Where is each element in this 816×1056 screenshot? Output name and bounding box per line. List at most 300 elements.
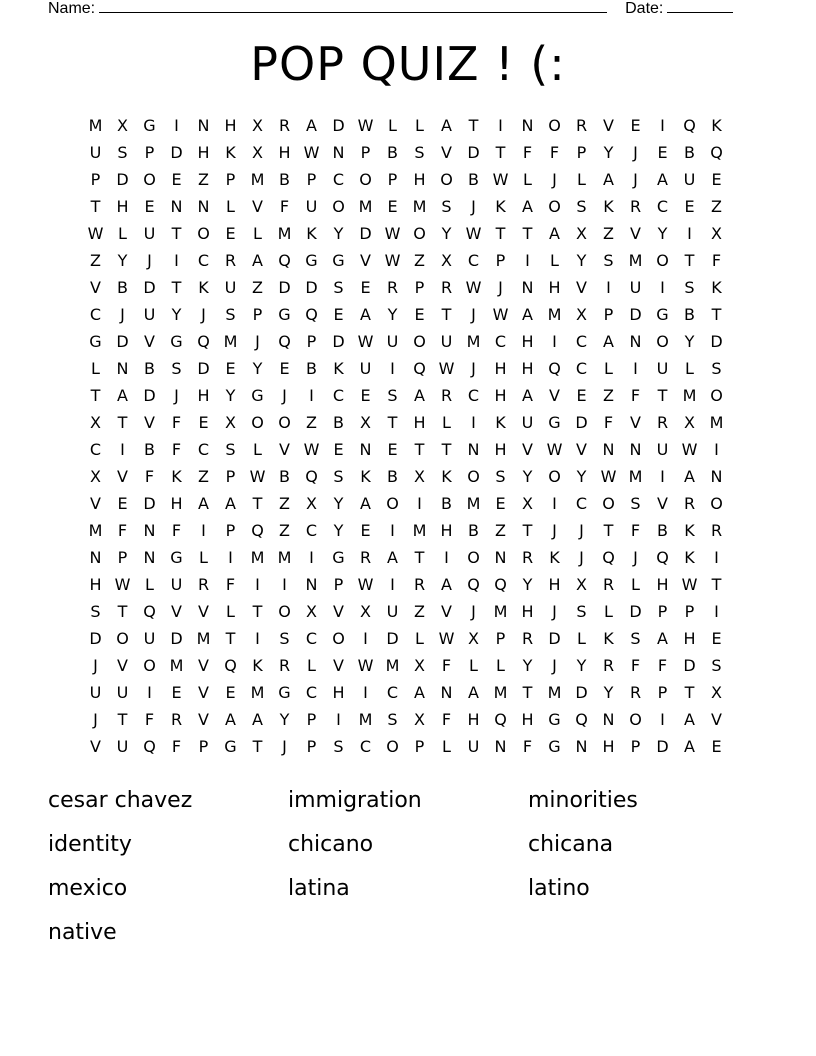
grid-letter[interactable]: S [387, 386, 398, 405]
grid-letter[interactable]: P [360, 143, 371, 162]
grid-letter[interactable]: J [552, 170, 557, 189]
grid-letter[interactable]: I [363, 629, 368, 648]
grid-letter[interactable]: T [684, 683, 695, 702]
grid-letter[interactable]: T [711, 575, 722, 594]
grid-letter[interactable]: I [390, 521, 395, 540]
grid-letter[interactable]: I [282, 575, 287, 594]
grid-letter[interactable]: B [684, 305, 695, 324]
grid-letter[interactable]: Y [603, 143, 614, 162]
grid-letter[interactable]: Q [305, 305, 318, 324]
grid-letter[interactable]: V [252, 197, 263, 216]
grid-letter[interactable]: C [494, 332, 507, 351]
grid-letter[interactable]: H [467, 710, 480, 729]
grid-letter[interactable]: I [687, 224, 692, 243]
grid-letter[interactable]: Z [252, 278, 263, 297]
grid-letter[interactable]: W [492, 170, 509, 189]
grid-letter[interactable]: X [711, 683, 722, 702]
grid-letter[interactable]: E [630, 116, 641, 135]
grid-letter[interactable]: A [252, 710, 263, 729]
grid-letter[interactable]: S [333, 467, 344, 486]
grid-letter[interactable]: M [412, 521, 427, 540]
grid-letter[interactable]: F [144, 710, 155, 729]
grid-letter[interactable]: P [657, 683, 668, 702]
grid-letter[interactable]: I [660, 467, 665, 486]
grid-letter[interactable]: F [279, 197, 290, 216]
grid-letter[interactable]: N [332, 143, 345, 162]
grid-letter[interactable]: X [414, 467, 425, 486]
grid-letter[interactable]: I [714, 602, 719, 621]
grid-letter[interactable]: O [278, 602, 291, 621]
grid-letter[interactable]: D [305, 278, 318, 297]
grid-letter[interactable]: H [656, 575, 669, 594]
grid-letter[interactable]: Q [143, 737, 156, 756]
grid-letter[interactable]: S [279, 629, 290, 648]
grid-letter[interactable]: A [522, 197, 533, 216]
grid-letter[interactable]: U [656, 359, 669, 378]
grid-letter[interactable]: W [681, 440, 698, 459]
grid-letter[interactable]: C [197, 251, 210, 270]
grid-letter[interactable]: E [225, 224, 236, 243]
grid-letter[interactable]: Z [414, 602, 425, 621]
grid-letter[interactable]: O [656, 251, 669, 270]
grid-letter[interactable]: N [494, 548, 507, 567]
grid-letter[interactable]: T [252, 494, 263, 513]
grid-letter[interactable]: V [522, 440, 533, 459]
grid-letter[interactable]: A [198, 494, 209, 513]
grid-letter[interactable]: Y [441, 224, 452, 243]
grid-letter[interactable]: T [252, 737, 263, 756]
grid-letter[interactable]: O [548, 116, 561, 135]
grid-letter[interactable]: X [360, 413, 371, 432]
grid-letter[interactable]: C [332, 170, 345, 189]
grid-letter[interactable]: S [603, 251, 614, 270]
grid-letter[interactable]: H [602, 737, 615, 756]
grid-letter[interactable]: T [522, 683, 533, 702]
grid-letter[interactable]: G [143, 116, 156, 135]
grid-letter[interactable]: S [711, 656, 722, 675]
grid-letter[interactable]: D [143, 494, 156, 513]
grid-letter[interactable]: E [279, 359, 290, 378]
grid-letter[interactable]: M [358, 710, 373, 729]
grid-letter[interactable]: K [252, 656, 263, 675]
grid-letter[interactable]: A [225, 710, 236, 729]
grid-letter[interactable]: A [252, 251, 263, 270]
grid-letter[interactable]: L [253, 440, 262, 459]
grid-letter[interactable]: X [684, 413, 695, 432]
grid-letter[interactable]: C [467, 251, 480, 270]
grid-letter[interactable]: R [575, 116, 588, 135]
grid-letter[interactable]: R [197, 575, 210, 594]
grid-letter[interactable]: L [469, 656, 478, 675]
grid-letter[interactable]: U [143, 629, 156, 648]
grid-letter[interactable]: L [226, 602, 235, 621]
grid-letter[interactable]: P [225, 170, 236, 189]
grid-letter[interactable]: V [657, 494, 668, 513]
grid-letter[interactable]: H [440, 521, 453, 540]
grid-letter[interactable]: H [494, 386, 507, 405]
grid-letter[interactable]: L [604, 602, 613, 621]
grid-letter[interactable]: W [600, 467, 617, 486]
grid-letter[interactable]: R [359, 548, 372, 567]
grid-letter[interactable]: Z [198, 170, 209, 189]
grid-letter[interactable]: B [279, 467, 290, 486]
grid-letter[interactable]: B [468, 521, 479, 540]
grid-letter[interactable]: Z [414, 251, 425, 270]
grid-letter[interactable]: T [441, 440, 452, 459]
grid-letter[interactable]: G [332, 251, 345, 270]
grid-letter[interactable]: V [144, 413, 155, 432]
grid-letter[interactable]: G [656, 305, 669, 324]
grid-letter[interactable]: L [442, 413, 451, 432]
grid-letter[interactable]: P [90, 170, 101, 189]
grid-letter[interactable]: F [171, 413, 182, 432]
grid-letter[interactable]: U [683, 170, 696, 189]
grid-letter[interactable]: H [413, 170, 426, 189]
grid-letter[interactable]: E [414, 305, 425, 324]
grid-letter[interactable]: V [441, 602, 452, 621]
name-blank-line[interactable] [99, 0, 607, 13]
grid-letter[interactable]: V [441, 143, 452, 162]
grid-letter[interactable]: S [441, 197, 452, 216]
grid-letter[interactable]: M [385, 656, 400, 675]
grid-letter[interactable]: X [90, 413, 101, 432]
grid-letter[interactable]: P [630, 737, 641, 756]
grid-letter[interactable]: N [629, 440, 642, 459]
grid-letter[interactable]: M [709, 413, 724, 432]
grid-letter[interactable]: S [387, 710, 398, 729]
grid-letter[interactable]: Y [333, 521, 344, 540]
grid-letter[interactable]: H [224, 116, 237, 135]
grid-letter[interactable]: B [441, 494, 452, 513]
grid-letter[interactable]: W [546, 440, 563, 459]
grid-letter[interactable]: T [117, 710, 128, 729]
grid-letter[interactable]: X [468, 629, 479, 648]
grid-letter[interactable]: X [414, 710, 425, 729]
grid-letter[interactable]: R [386, 278, 399, 297]
grid-letter[interactable]: O [602, 494, 615, 513]
grid-letter[interactable]: Z [306, 413, 317, 432]
grid-letter[interactable]: C [575, 494, 588, 513]
grid-letter[interactable]: U [386, 602, 399, 621]
grid-letter[interactable]: O [413, 224, 426, 243]
grid-letter[interactable]: D [332, 332, 345, 351]
grid-letter[interactable]: M [223, 332, 238, 351]
grid-letter[interactable]: J [552, 602, 557, 621]
grid-letter[interactable]: V [117, 656, 128, 675]
grid-letter[interactable]: J [282, 386, 287, 405]
grid-letter[interactable]: J [201, 305, 206, 324]
grid-letter[interactable]: S [333, 278, 344, 297]
grid-letter[interactable]: H [89, 575, 102, 594]
grid-letter[interactable]: T [414, 440, 425, 459]
grid-letter[interactable]: X [441, 251, 452, 270]
grid-letter[interactable]: G [170, 332, 183, 351]
grid-letter[interactable]: H [170, 494, 183, 513]
grid-letter[interactable]: A [684, 710, 695, 729]
grid-letter[interactable]: X [711, 224, 722, 243]
grid-letter[interactable]: J [579, 548, 584, 567]
grid-letter[interactable]: D [170, 143, 183, 162]
grid-letter[interactable]: R [170, 710, 183, 729]
grid-letter[interactable]: J [471, 305, 476, 324]
grid-letter[interactable]: A [522, 386, 533, 405]
grid-letter[interactable]: D [278, 278, 291, 297]
grid-letter[interactable]: B [387, 467, 398, 486]
grid-letter[interactable]: W [87, 224, 104, 243]
grid-letter[interactable]: M [169, 656, 184, 675]
grid-letter[interactable]: N [143, 521, 156, 540]
grid-letter[interactable]: U [143, 305, 156, 324]
grid-letter[interactable]: U [224, 278, 237, 297]
grid-letter[interactable]: H [413, 413, 426, 432]
grid-letter[interactable]: D [197, 359, 210, 378]
grid-letter[interactable]: U [305, 197, 318, 216]
grid-letter[interactable]: R [602, 656, 615, 675]
grid-letter[interactable]: E [333, 440, 344, 459]
grid-letter[interactable]: H [116, 197, 129, 216]
grid-letter[interactable]: S [495, 467, 506, 486]
grid-letter[interactable]: V [90, 494, 101, 513]
grid-letter[interactable]: J [147, 251, 152, 270]
grid-letter[interactable]: R [521, 629, 534, 648]
grid-letter[interactable]: K [684, 548, 695, 567]
grid-letter[interactable]: X [225, 413, 236, 432]
grid-letter[interactable]: A [468, 683, 479, 702]
grid-letter[interactable]: F [549, 143, 560, 162]
grid-letter[interactable]: O [116, 629, 129, 648]
grid-letter[interactable]: T [171, 224, 182, 243]
grid-letter[interactable]: Y [522, 575, 533, 594]
grid-letter[interactable]: I [633, 359, 638, 378]
grid-letter[interactable]: W [303, 143, 320, 162]
grid-letter[interactable]: K [306, 224, 317, 243]
grid-letter[interactable]: D [575, 413, 588, 432]
grid-letter[interactable]: W [114, 575, 131, 594]
grid-letter[interactable]: D [548, 629, 561, 648]
grid-letter[interactable]: G [278, 305, 291, 324]
grid-letter[interactable]: L [604, 359, 613, 378]
grid-letter[interactable]: J [471, 359, 476, 378]
grid-letter[interactable]: Q [278, 251, 291, 270]
grid-letter[interactable]: B [279, 170, 290, 189]
grid-letter[interactable]: M [547, 683, 562, 702]
grid-letter[interactable]: A [360, 305, 371, 324]
grid-letter[interactable]: E [711, 737, 722, 756]
grid-letter[interactable]: N [602, 710, 615, 729]
grid-letter[interactable]: P [144, 143, 155, 162]
grid-letter[interactable]: M [88, 116, 103, 135]
grid-letter[interactable]: F [171, 521, 182, 540]
grid-letter[interactable]: I [336, 710, 341, 729]
grid-letter[interactable]: W [249, 467, 266, 486]
grid-letter[interactable]: X [522, 494, 533, 513]
grid-letter[interactable]: C [305, 521, 318, 540]
grid-letter[interactable]: X [117, 116, 128, 135]
grid-letter[interactable]: X [306, 494, 317, 513]
grid-letter[interactable]: A [684, 737, 695, 756]
grid-letter[interactable]: I [660, 710, 665, 729]
grid-letter[interactable]: T [657, 386, 668, 405]
grid-letter[interactable]: M [412, 197, 427, 216]
grid-letter[interactable]: I [444, 548, 449, 567]
grid-letter[interactable]: Y [603, 683, 614, 702]
grid-letter[interactable]: Y [279, 710, 290, 729]
grid-letter[interactable]: Y [252, 359, 263, 378]
grid-letter[interactable]: D [116, 170, 129, 189]
grid-letter[interactable]: W [438, 359, 455, 378]
grid-letter[interactable]: D [143, 278, 156, 297]
grid-letter[interactable]: B [144, 359, 155, 378]
grid-letter[interactable]: D [656, 737, 669, 756]
grid-letter[interactable]: Q [224, 656, 237, 675]
grid-letter[interactable]: L [442, 737, 451, 756]
grid-letter[interactable]: T [414, 548, 425, 567]
grid-letter[interactable]: R [224, 251, 237, 270]
grid-letter[interactable]: O [251, 413, 264, 432]
grid-letter[interactable]: O [440, 170, 453, 189]
grid-letter[interactable]: C [656, 197, 669, 216]
grid-letter[interactable]: P [306, 710, 317, 729]
grid-letter[interactable]: K [549, 548, 560, 567]
grid-letter[interactable]: J [633, 170, 638, 189]
grid-letter[interactable]: P [387, 170, 398, 189]
grid-letter[interactable]: V [630, 224, 641, 243]
grid-letter[interactable]: A [603, 332, 614, 351]
grid-letter[interactable]: A [414, 386, 425, 405]
grid-letter[interactable]: Y [387, 305, 398, 324]
grid-letter[interactable]: M [88, 521, 103, 540]
grid-letter[interactable]: N [89, 548, 102, 567]
grid-letter[interactable]: A [522, 305, 533, 324]
grid-letter[interactable]: V [90, 737, 101, 756]
grid-letter[interactable]: E [171, 683, 182, 702]
grid-letter[interactable]: T [711, 305, 722, 324]
grid-letter[interactable]: U [386, 332, 399, 351]
grid-letter[interactable]: Q [251, 521, 264, 540]
grid-letter[interactable]: E [387, 197, 398, 216]
grid-letter[interactable]: A [603, 170, 614, 189]
grid-letter[interactable]: V [279, 440, 290, 459]
grid-letter[interactable]: D [332, 116, 345, 135]
grid-letter[interactable]: D [710, 332, 723, 351]
grid-letter[interactable]: D [89, 629, 102, 648]
grid-letter[interactable]: X [576, 305, 587, 324]
grid-letter[interactable]: R [629, 683, 642, 702]
grid-letter[interactable]: P [576, 143, 587, 162]
grid-letter[interactable]: H [278, 143, 291, 162]
grid-letter[interactable]: M [628, 467, 643, 486]
grid-letter[interactable]: P [306, 737, 317, 756]
grid-letter[interactable]: E [684, 197, 695, 216]
grid-letter[interactable]: O [386, 494, 399, 513]
grid-letter[interactable]: H [332, 683, 345, 702]
grid-letter[interactable]: L [631, 575, 640, 594]
grid-letter[interactable]: T [171, 278, 182, 297]
grid-letter[interactable]: V [90, 278, 101, 297]
grid-letter[interactable]: N [170, 197, 183, 216]
grid-letter[interactable]: T [441, 305, 452, 324]
grid-letter[interactable]: D [683, 656, 696, 675]
grid-letter[interactable]: B [468, 170, 479, 189]
grid-letter[interactable]: H [521, 332, 534, 351]
grid-letter[interactable]: N [521, 116, 534, 135]
grid-letter[interactable]: M [547, 305, 562, 324]
grid-letter[interactable]: V [171, 602, 182, 621]
grid-letter[interactable]: E [576, 386, 587, 405]
grid-letter[interactable]: S [90, 602, 101, 621]
grid-letter[interactable]: Z [90, 251, 101, 270]
grid-letter[interactable]: V [198, 602, 209, 621]
grid-letter[interactable]: F [630, 656, 641, 675]
grid-letter[interactable]: L [199, 548, 208, 567]
grid-letter[interactable]: T [603, 521, 614, 540]
grid-letter[interactable]: U [170, 575, 183, 594]
grid-letter[interactable]: F [522, 737, 533, 756]
grid-letter[interactable]: M [628, 251, 643, 270]
grid-letter[interactable]: G [89, 332, 102, 351]
grid-letter[interactable]: A [684, 467, 695, 486]
grid-letter[interactable]: V [333, 602, 344, 621]
grid-letter[interactable]: S [333, 737, 344, 756]
grid-letter[interactable]: Y [522, 467, 533, 486]
grid-letter[interactable]: X [90, 467, 101, 486]
grid-letter[interactable]: D [629, 305, 642, 324]
grid-letter[interactable]: F [441, 656, 452, 675]
grid-letter[interactable]: R [440, 386, 453, 405]
grid-letter[interactable]: S [225, 440, 236, 459]
grid-letter[interactable]: Y [522, 656, 533, 675]
grid-letter[interactable]: O [467, 467, 480, 486]
grid-letter[interactable]: O [548, 467, 561, 486]
grid-letter[interactable]: T [117, 413, 128, 432]
grid-letter[interactable]: K [603, 629, 614, 648]
grid-letter[interactable]: Q [683, 116, 696, 135]
grid-letter[interactable]: K [711, 116, 722, 135]
grid-letter[interactable]: J [471, 197, 476, 216]
grid-letter[interactable]: K [198, 278, 209, 297]
grid-letter[interactable]: S [576, 197, 587, 216]
grid-letter[interactable]: O [467, 548, 480, 567]
grid-letter[interactable]: I [255, 575, 260, 594]
grid-letter[interactable]: I [471, 413, 476, 432]
grid-letter[interactable]: E [117, 494, 128, 513]
grid-letter[interactable]: V [576, 440, 587, 459]
grid-letter[interactable]: K [333, 359, 344, 378]
grid-letter[interactable]: X [252, 143, 263, 162]
grid-letter[interactable]: P [306, 332, 317, 351]
grid-letter[interactable]: F [225, 575, 236, 594]
grid-letter[interactable]: U [359, 359, 372, 378]
grid-letter[interactable]: D [629, 602, 642, 621]
grid-letter[interactable]: Q [656, 548, 669, 567]
grid-letter[interactable]: N [521, 278, 534, 297]
grid-letter[interactable]: L [496, 656, 505, 675]
grid-letter[interactable]: D [116, 332, 129, 351]
grid-letter[interactable]: E [657, 143, 668, 162]
grid-letter[interactable]: G [548, 737, 561, 756]
grid-letter[interactable]: M [493, 683, 508, 702]
grid-letter[interactable]: W [492, 305, 509, 324]
grid-letter[interactable]: K [495, 197, 506, 216]
grid-letter[interactable]: I [228, 548, 233, 567]
grid-letter[interactable]: I [147, 683, 152, 702]
grid-letter[interactable]: P [684, 602, 695, 621]
grid-letter[interactable]: L [577, 170, 586, 189]
grid-letter[interactable]: K [360, 467, 371, 486]
grid-letter[interactable]: C [89, 305, 102, 324]
grid-letter[interactable]: I [606, 278, 611, 297]
grid-letter[interactable]: O [548, 197, 561, 216]
